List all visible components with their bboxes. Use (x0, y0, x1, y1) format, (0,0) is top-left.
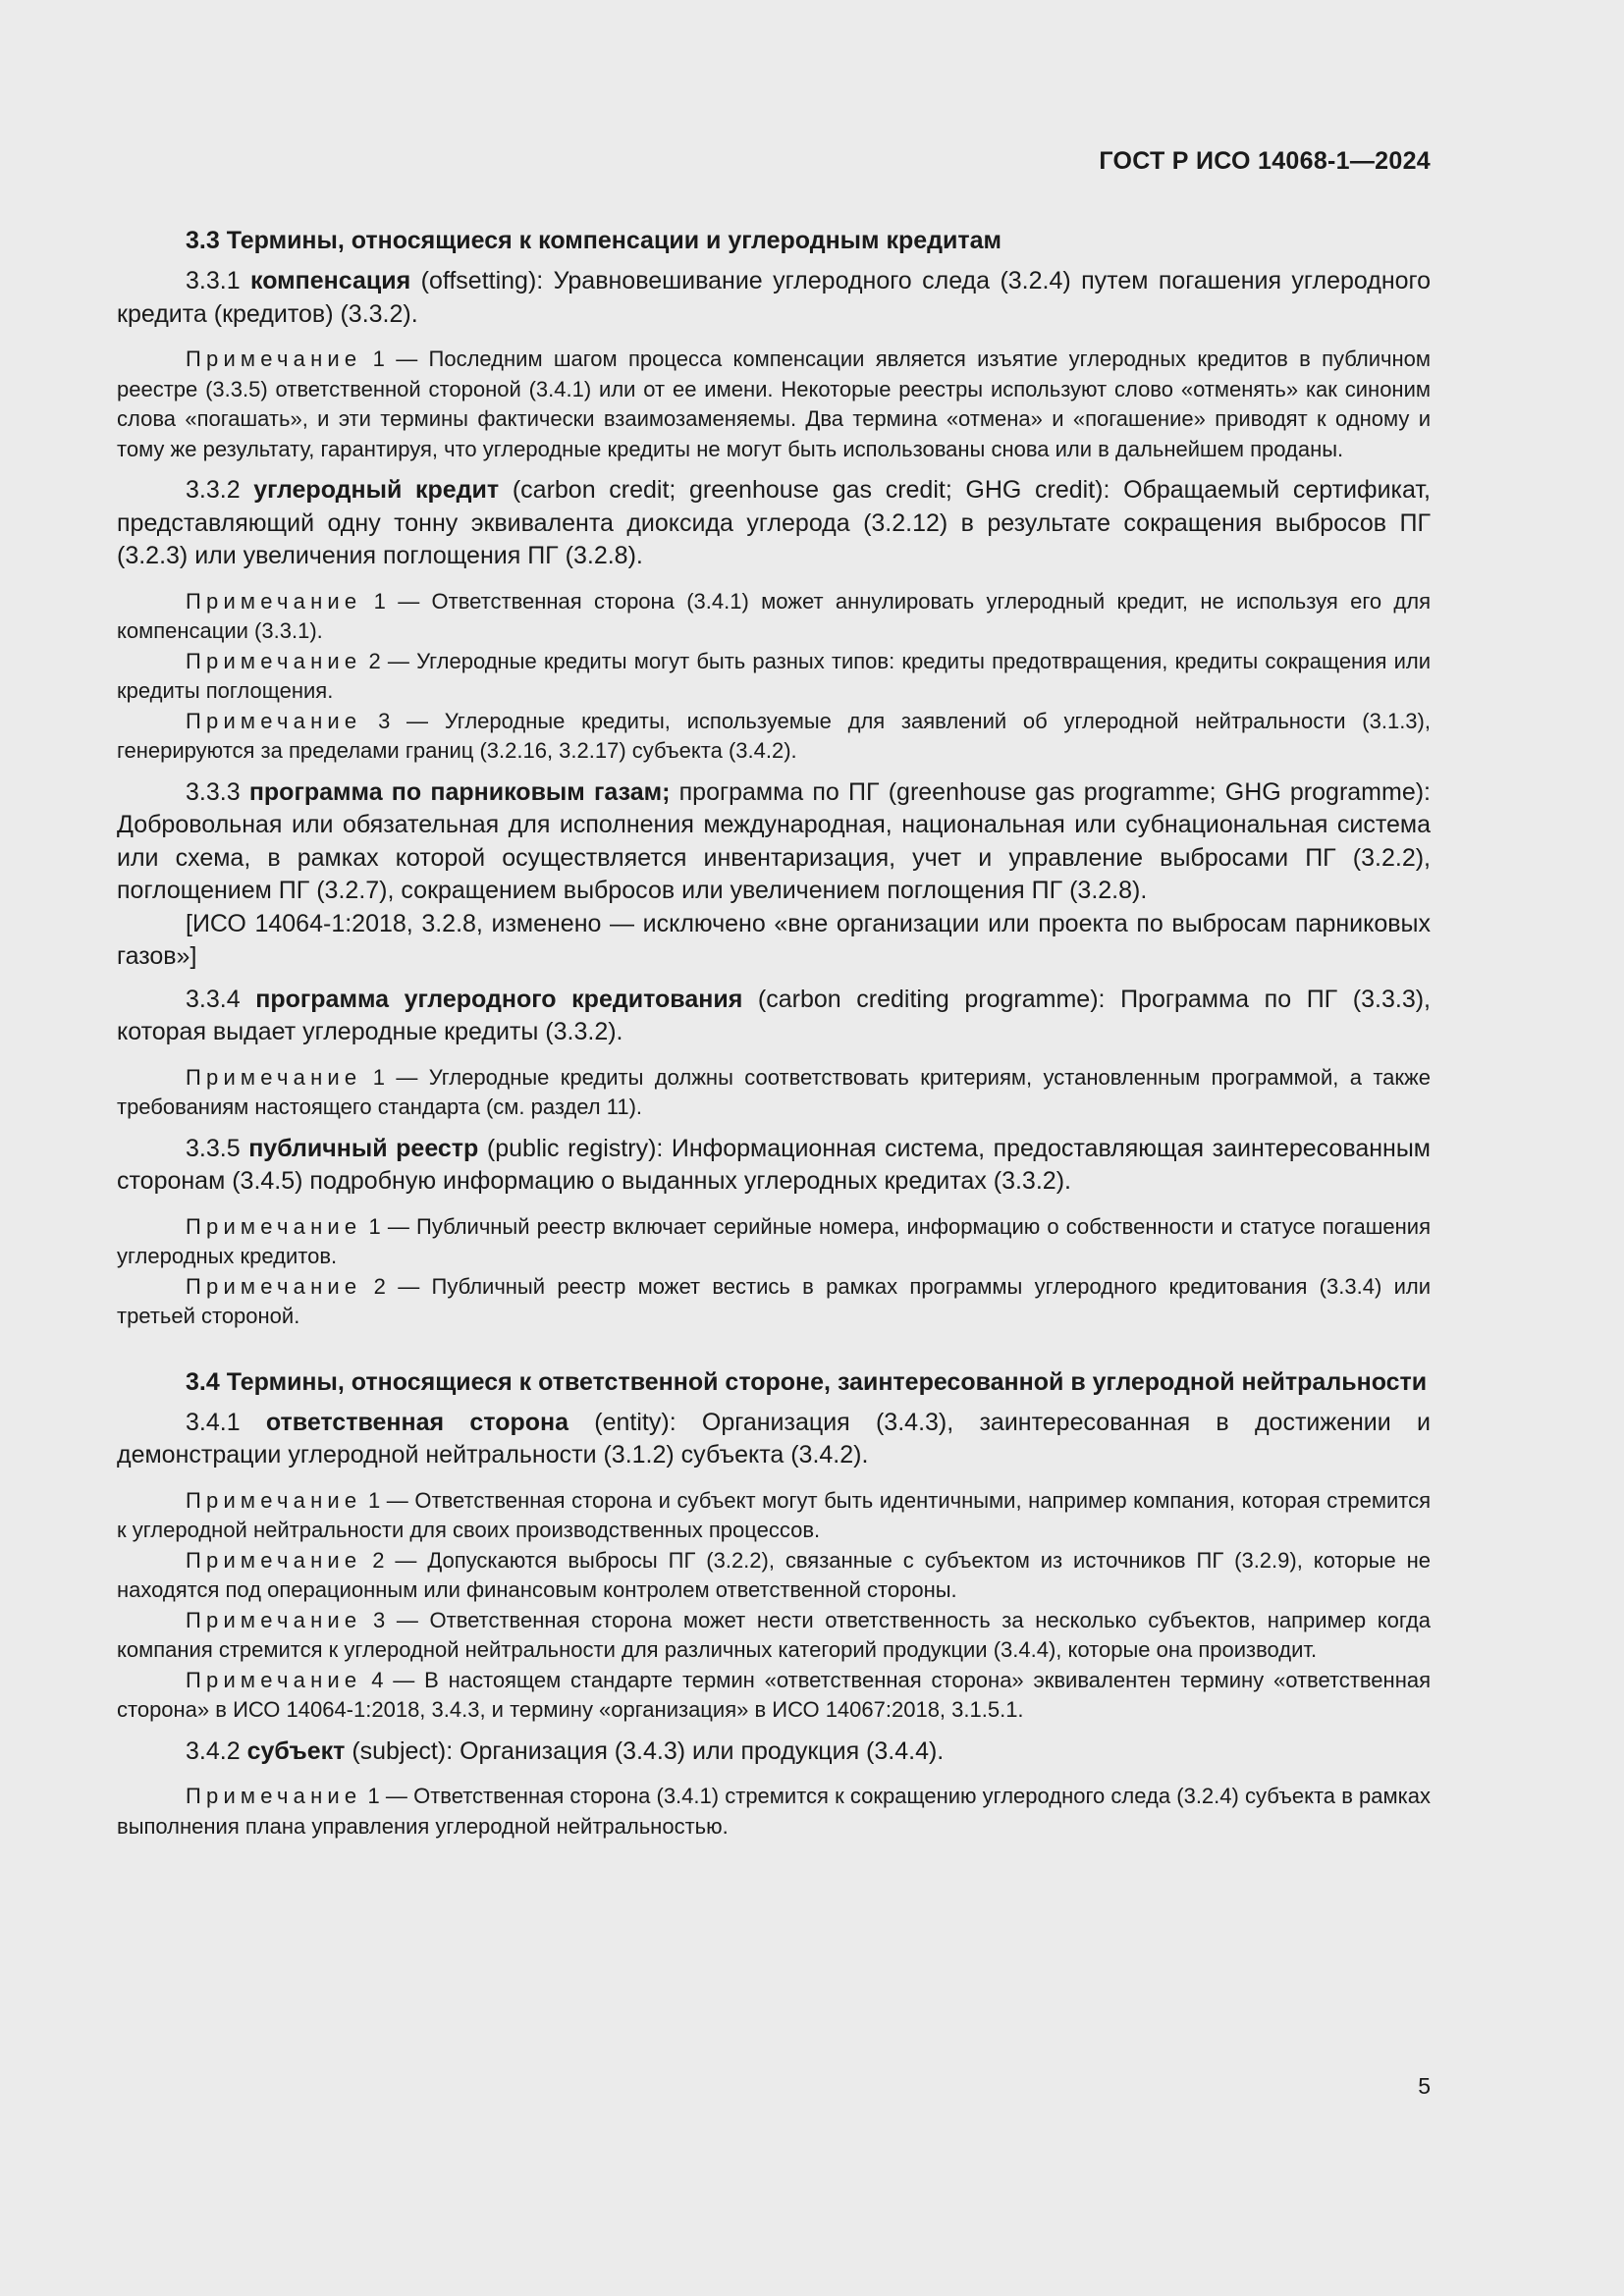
term-entry (117, 1407, 1431, 1726)
notes-group (117, 1212, 1431, 1332)
page-number: 5 (1418, 2073, 1431, 2099)
term-definition (117, 1133, 1431, 1199)
note-label: Примечание (186, 347, 362, 371)
note-label: Примечание (186, 588, 362, 614)
note-number: 1 (372, 1064, 385, 1090)
note: Примечание 2 — Публичный реестр может вестись в рамках программы углеродного кредитования (3.3.4) или третьей стороной. (117, 1273, 1431, 1328)
term-number: 3.4.1 (186, 1408, 241, 1436)
term-entry (117, 474, 1431, 767)
note-number: 1 (367, 1784, 380, 1808)
section-title: 3.4 Термины, относящиеся к ответственной стороне, заинтересованной в углеродной нейтральности (186, 1367, 1428, 1396)
note-label: Примечание (186, 1547, 362, 1573)
term-text: (entity): Организация (3.4.3), заинтересованная в достижении и демонстрации углеродной нейтральности (3.1.2) субъекта (3.4.2). (117, 1408, 1431, 1468)
note-label: Примечание (186, 1273, 362, 1299)
note-label: Примечание (186, 1607, 362, 1632)
note-label: Примечание (186, 708, 362, 733)
term-number: 3.3.1 (186, 267, 241, 294)
term-text: (public registry): Информационная система, предоставляющая заинтересованным сторонам (3.4.5) подробную информацию о выданных углеродных кредитах (3.3.2). (117, 1134, 1431, 1195)
term-name: программа по парниковым газам; (248, 777, 671, 806)
term-entry (117, 265, 1431, 464)
term-number: 3.3.2 (186, 476, 241, 504)
note-text: Последним шагом процесса компенсации является изъятие углеродных кредитов в публичном реестре (3.3.5) ответственной стороной (3.4.1) или от ее имени. Некоторые реестры используют слово «отменять» как синоним слова «погашать», и эти термины фактически взаимозаменяемы. Два термина «отмена» и «погашение» приводят к одному и тому же результату, гарантируя, что углеродные кредиты не могут быть использованы снова или в дальнейшем проданы. (117, 347, 1431, 461)
note-number: 3 (378, 708, 391, 733)
note: Примечание 1 — Углеродные кредиты должны соответствовать критериям, установленным программой, а также требованиям настоящего стандарта (см. раздел 11). (117, 1064, 1431, 1119)
note-number: 1 (372, 347, 385, 371)
note-label: Примечание (186, 1064, 362, 1090)
term-definition (117, 1735, 1431, 1769)
note-text: Публичный реестр включает серийные номера, информацию о собственности и статусе погашения углеродных кредитов. (117, 1213, 1431, 1268)
term-source-reference: [ИСО 14064-1:2018, 3.2.8, изменено — исключено «вне организации или проекта по выбросам парниковых газов»] (117, 909, 1431, 970)
note: Примечание 1 — Ответственная сторона (3.4.1) стремится к сокращению углеродного следа (3.2.4) субъекта в рамках выполнения плана управления углеродной нейтральностью. (117, 1784, 1431, 1839)
note-text: Ответственная сторона может нести ответственность за несколько субъектов, например когда компания стремится к углеродной нейтральности для различных категорий продукции (3.4.4), которые она производит. (117, 1607, 1432, 1662)
term-entry (117, 1735, 1431, 1842)
term-name: программа углеродного кредитования (255, 985, 743, 1013)
note-label: Примечание (186, 1667, 362, 1692)
term-entry (117, 1133, 1431, 1332)
notes-group (117, 587, 1431, 767)
note: Примечание 1 — Последним шагом процесса компенсации является изъятие углеродных кредитов в публичном реестре (3.3.5) ответственной стороной (3.4.1) или от ее имени. Некоторые реестры используют слово «отменять» как синоним слова «погашать», и эти термины фактически взаимозаменяемы. Два термина «отмена» и «погашение» приводят к одному и тому же результату, гарантируя, что углеродные кредиты не могут быть использованы снова или в дальнейшем проданы. (117, 347, 1431, 461)
note: Примечание 4 — В настоящем стандарте термин «ответственная сторона» эквивалентен термину «ответственная сторона» в ИСО 14064-1:2018, 3.4.3, и термину «организация» в ИСО 14067:2018, 3.1.5.1. (117, 1667, 1431, 1722)
term-name: компенсация (250, 267, 411, 294)
note-number: 2 (373, 1273, 386, 1299)
document-header: ГОСТ Р ИСО 14068-1—2024 (1099, 147, 1431, 175)
note-text: Углеродные кредиты могут быть разных типов: кредиты предотвращения, кредиты сокращения или кредиты поглощения. (117, 648, 1431, 703)
note-number: 2 (368, 648, 381, 673)
note-text: Допускаются выбросы ПГ (3.2.2), связанные с субъектом из источников ПГ (3.2.9), которые не находятся под операционным или финансовым контролем ответственной стороны. (117, 1547, 1431, 1602)
term-definition (117, 984, 1431, 1049)
term-text: программа по ПГ (greenhouse gas programme; GHG programme): Добровольная или обязательная для исполнения международная, национальная или субнациональная система или схема, в рамках которой осуществляется инвентаризация, учет и управление выбросами ПГ (3.2.2), поглощением ПГ (3.2.7), сокращением выбросов или увеличением поглощения ПГ (3.2.8). (117, 777, 1431, 904)
note: Примечание 1 — Публичный реестр включает серийные номера, информацию о собственности и статусе погашения углеродных кредитов. (117, 1213, 1431, 1268)
term-number: 3.3.4 (186, 985, 241, 1013)
term-definition (117, 1407, 1431, 1472)
term-entry (117, 984, 1431, 1123)
note: Примечание 2 — Допускаются выбросы ПГ (3.2.2), связанные с субъектом из источников ПГ (3.2.9), которые не находятся под операционным или финансовым контролем ответственной стороны. (117, 1547, 1431, 1602)
term-definition (117, 776, 1431, 908)
term-text: (carbon credit; greenhouse gas credit; GHG credit): Обращаемый сертификат, представляющий одну тонну эквивалента диоксида углерода (3.2.12) в результате сокращения выбросов ПГ (3.2.3) или увеличения поглощения ПГ (3.2.8). (117, 476, 1432, 569)
notes-group (117, 1486, 1431, 1726)
notes-group (117, 1782, 1431, 1842)
note: Примечание 1 — Ответственная сторона и субъект могут быть идентичными, например компания, которая стремится к углеродной нейтральности для своих производственных процессов. (117, 1487, 1431, 1542)
note-number: 1 (368, 1213, 381, 1239)
note-text: Углеродные кредиты, используемые для заявлений об углеродной нейтральности (3.1.3), генерируются за пределами границ (3.2.16, 3.2.17) субъекта (3.4.2). (117, 708, 1431, 763)
term-number: 3.4.2 (186, 1736, 241, 1765)
term-name: ответственная сторона (265, 1408, 569, 1436)
note: Примечание 3 — Ответственная сторона может нести ответственность за несколько субъектов, например когда компания стремится к углеродной нейтральности для различных категорий продукции (3.4.4), которые она производит. (117, 1607, 1432, 1662)
note: Примечание 3 — Углеродные кредиты, используемые для заявлений об углеродной нейтральности (3.1.3), генерируются за пределами границ (3.2.16, 3.2.17) субъекта (3.4.2). (117, 708, 1431, 763)
section-title: 3.3 Термины, относящиеся к компенсации и углеродным кредитам (186, 227, 1002, 254)
document-body (117, 224, 1431, 1842)
note-number: 1 (367, 1487, 381, 1513)
note-text: Ответственная сторона (3.4.1) может аннулировать углеродный кредит, не используя его для компенсации (3.3.1). (117, 588, 1431, 643)
note-text: Углеродные кредиты должны соответствовать критериям, установленным программой, а также требованиям настоящего стандарта (см. раздел 11). (117, 1064, 1431, 1119)
term-text: (subject): Организация (3.4.3) или продукция (3.4.4). (352, 1736, 945, 1765)
note-label: Примечание (186, 1487, 362, 1513)
note-label: Примечание (186, 1784, 362, 1808)
term-definition (117, 474, 1431, 573)
term-text: (offsetting): Уравновешивание углеродного следа (3.2.4) путем погашения углеродного кредита (кредитов) (3.3.2). (117, 267, 1431, 328)
note-text: В настоящем стандарте термин «ответственная сторона» эквивалентен термину «ответственная сторона» в ИСО 14064-1:2018, 3.4.3, и термину «организация» в ИСО 14067:2018, 3.1.5.1. (117, 1667, 1431, 1722)
term-definition (117, 265, 1431, 331)
term-name: субъект (246, 1736, 346, 1765)
term-name: углеродный кредит (253, 476, 500, 504)
note-number: 4 (371, 1667, 384, 1692)
notes-group (117, 1063, 1431, 1123)
term-entry (117, 776, 1431, 974)
note-text: Публичный реестр может вестись в рамках программы углеродного кредитования (3.3.4) или третьей стороной. (117, 1273, 1431, 1328)
term-number: 3.3.3 (186, 777, 241, 806)
note-number: 1 (373, 588, 386, 614)
note-number: 2 (372, 1547, 385, 1573)
note-number: 3 (372, 1607, 386, 1632)
note-text: Ответственная сторона и субъект могут быть идентичными, например компания, которая стремится к углеродной нейтральности для своих производственных процессов. (117, 1487, 1431, 1542)
note-label: Примечание (186, 1213, 362, 1239)
note: Примечание 1 — Ответственная сторона (3.4.1) может аннулировать углеродный кредит, не используя его для компенсации (3.3.1). (117, 588, 1431, 643)
term-name: публичный реестр (248, 1134, 479, 1162)
note: Примечание 2 — Углеродные кредиты могут быть разных типов: кредиты предотвращения, кредиты сокращения или кредиты поглощения. (117, 648, 1431, 703)
term-number: 3.3.5 (186, 1134, 241, 1162)
term-text: (carbon crediting programme): Программа по ПГ (3.3.3), которая выдает углеродные кредиты (3.3.2). (117, 985, 1432, 1045)
note-label: Примечание (186, 648, 362, 673)
notes-group (117, 345, 1431, 464)
note-text: Ответственная сторона (3.4.1) стремится к сокращению углеродного следа (3.2.4) субъекта в рамках выполнения плана управления углеродной нейтральностью. (117, 1784, 1431, 1839)
